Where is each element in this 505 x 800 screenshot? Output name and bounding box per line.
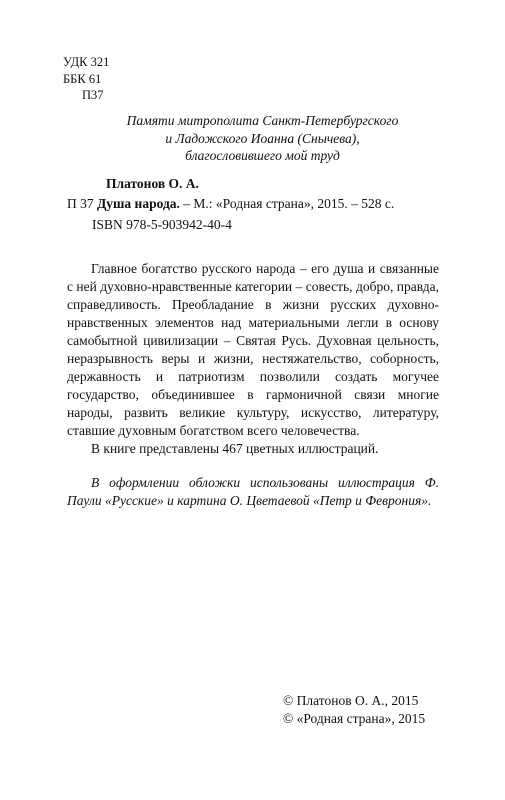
dedication-line: благословившего мой труд: [185, 148, 340, 163]
isbn: ISBN 978-5-903942-40-4: [92, 217, 232, 232]
call-mark: П 37: [67, 196, 94, 211]
copyright: [283, 692, 425, 728]
author-name: Платонов О. А.: [106, 176, 199, 191]
bibliographic-record: [67, 195, 394, 213]
annotation: [67, 260, 439, 458]
dedication: [100, 112, 425, 165]
bbk-code: ББК 61: [63, 71, 102, 86]
udk-code: УДК 321: [63, 55, 110, 69]
copyright-publisher: © «Родная страна», 2015: [283, 711, 426, 726]
copyright-author: © Платонов О. А., 2015: [283, 693, 419, 708]
classification-codes: [63, 54, 109, 104]
dedication-line: и Ладожского Иоанна (Снычева),: [165, 130, 360, 146]
cover-note: В оформлении обложки использованы иллюстрация Ф. Паули «Русские» и картина О. Цветаевой «Петр и Феврония».: [67, 475, 439, 508]
annotation-paragraph: В книге представлены 467 цветных иллюстраций.: [91, 441, 379, 456]
imprint: – М.: «Родная страна», 2015. – 528 с.: [179, 196, 395, 211]
annotation-paragraph: Главное богатство русского народа – его душа и связанные с ней духовно-нравственные категории – совесть, добро, правда, справедливость. Преобладание в жизни русских духовно-нравственных элементов над материальными легли в основу самобытной цивилизации – Святая Русь. Духовная цельность, неразрывность веры и жизни, нестяжательство, соборность, державность и патриотизм позволили создать могучее государство, объединившее в гармоничной связи многие народы, развить великие культуру, искусство, литературу, ставшие духовным богатством всего человечества.: [67, 261, 439, 438]
dedication-line: Памяти митрополита Санкт-Петербургского: [126, 113, 399, 128]
book-title: Душа народа.: [97, 196, 180, 211]
author-mark: П37: [82, 88, 104, 102]
